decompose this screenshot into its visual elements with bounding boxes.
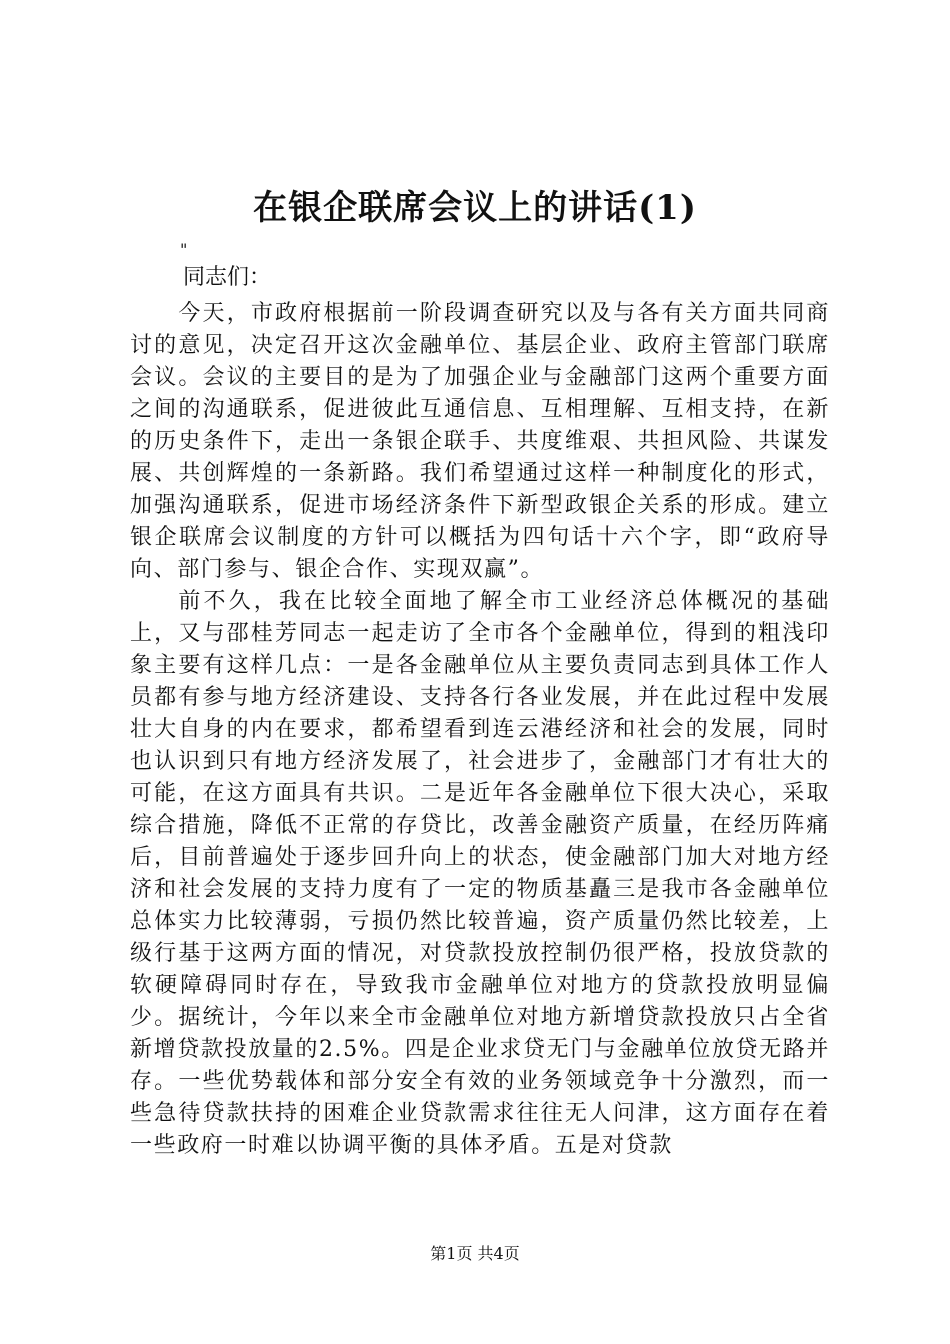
page-number: 第1页 共4页 xyxy=(430,1244,520,1263)
paragraph-1: 今天，市政府根据前一阶段调查研究以及与各有关方面共同商讨的意见，决定召开这次金融单位、基层企业、政府主管部门联席会议。会议的主要目的是为了加强企业与金融部门这两个重要方面之间的沟通联系，促进彼此互通信息、互相理解、互相支持，在新的历史条件下，走出一条银企联手、共度维艰、共担风险、共谋发展、共创辉煌的一条新路。我们希望通过这样一种制度化的形式，加强沟通联系，促进市场经济条件下新型政银企关系的形成。建立银企联席会议制度的方针可以概括为四句话十六个字，即“政府导向、部门参与、银企合作、实现双赢”。 xyxy=(130,301,830,582)
body-text xyxy=(130,298,830,1162)
quote-mark: " xyxy=(180,240,188,259)
document-title: 在银企联席会议上的讲话(1) xyxy=(253,188,697,228)
salutation: 同志们： xyxy=(183,265,272,290)
paragraph-2: 前不久，我在比较全面地了解全市工业经济总体概况的基础上，又与邵桂芳同志一起走访了全市各个金融单位，得到的粗浅印象主要有这样几点：一是各金融单位从主要负责同志到具体工作人员都有参与地方经济建设、支持各行各业发展，并在此过程中发展壮大自身的内在要求，都希望看到连云港经济和社会的发展，同时也认识到只有地方经济发展了，社会进步了，金融部门才有壮大的可能，在这方面具有共识。二是近年各金融单位下很大决心，采取综合措施，降低不正常的存贷比，改善金融资产质量，在经历阵痛后，目前普遍处于逐步回升向上的状态，使金融部门加大对地方经济和社会发展的支持力度有了一定的物质基矗三是我市各金融单位总体实力比较薄弱，亏损仍然比较普遍，资产质量仍然比较差，上级行基于这两方面的情况，对贷款投放控制仍很严格，投放贷款的软硬障碍同时存在，导致我市金融单位对地方的贷款投放明显偏少。据统计，今年以来全市金融单位对地方新增贷款投放只占全省新增贷款投放量的2.5%。四是企业求贷无门与金融单位放贷无路并存。一些优势载体和部分安全有效的业务领域竞争十分激烈，而一些急待贷款扶持的困难企业贷款需求往往无人问津，这方面存在着一些政府一时难以协调平衡的具体矛盾。五是对贷款 xyxy=(130,589,830,1158)
